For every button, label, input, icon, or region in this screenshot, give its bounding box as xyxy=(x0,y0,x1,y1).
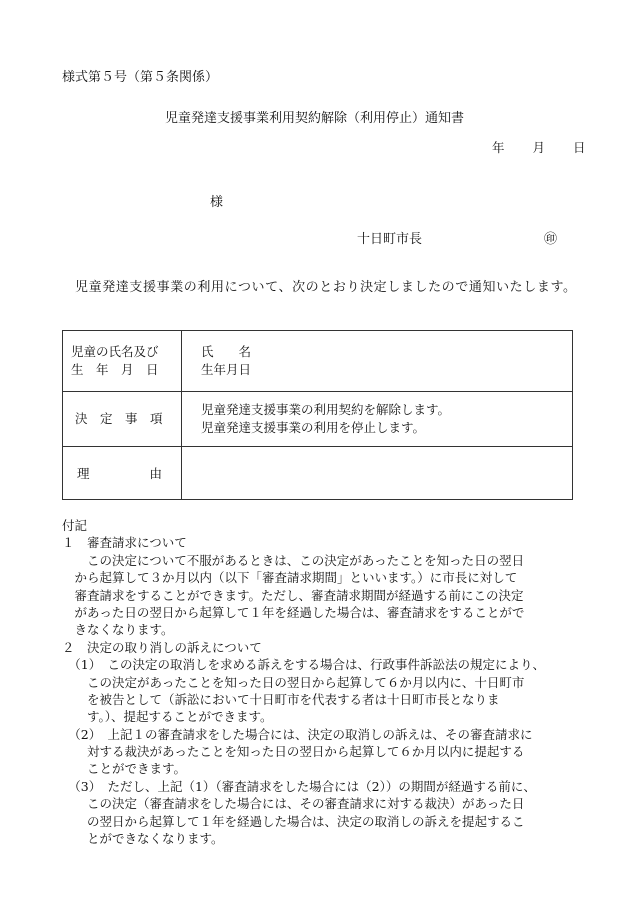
decision-line1: 児童発達支援事業の利用契約を解除します。 xyxy=(201,402,451,417)
reason-label-char2: 由 xyxy=(149,466,162,481)
issuer-name: 十日町市長 xyxy=(357,232,423,247)
notes-line: この決定について不服があるときは、この決定があったことを知った日の翌日 xyxy=(62,552,525,568)
table-row-child xyxy=(63,331,573,392)
notes-line: から起算して３か月以内（以下「審査請求期間」といいます。）に市長に対して xyxy=(62,570,518,586)
notes-line: １ 審査請求について xyxy=(62,535,187,551)
notes-line: この決定（審査請求をした場合には、その審査請求に対する裁決）があった日 xyxy=(62,796,525,812)
notes-section xyxy=(62,517,582,847)
notes-line: を被告として（訴訟において十日町市を代表する者は十日町市長となりま xyxy=(62,691,500,707)
child-name-label: 氏 名 xyxy=(201,344,252,359)
notes-line: の翌日から起算して１年を経過した場合は、決定の取消しの訴えを提起するこ xyxy=(62,813,525,829)
notes-line: （3） ただし、上記（1）（審査請求をした場合には（2））の期間が経過する前に、 xyxy=(62,778,536,794)
date-day: 日 xyxy=(573,140,586,155)
reason-label-cell xyxy=(63,447,182,500)
notes-line: 審査請求をすることができます。ただし、審査請求期間が経過する前にこの決定 xyxy=(62,587,524,603)
notes-line: とができなくなります。 xyxy=(62,831,224,847)
table-row-reason xyxy=(63,447,573,500)
intro-text: 児童発達支援事業の利用について、次のとおり決定しましたので通知いたします。 xyxy=(75,280,577,295)
decision-label: 決 定 事 項 xyxy=(75,411,163,426)
reason-label xyxy=(71,464,162,482)
notes-line: す。）、提起することができます。 xyxy=(62,709,273,725)
reason-value-cell xyxy=(182,447,573,500)
addressee: 様 xyxy=(210,195,224,210)
decision-line2: 児童発達支援事業の利用を停止します。 xyxy=(201,420,426,435)
table-row-decision xyxy=(63,392,573,447)
child-birthdate-label: 生年月日 xyxy=(201,362,252,377)
decision-value-cell xyxy=(182,392,573,447)
child-label-line2: 生 年 月 日 xyxy=(71,362,159,377)
child-value-cell xyxy=(182,331,573,392)
date-month: 月 xyxy=(532,140,546,155)
notes-line: 対する裁決があったことを知った日の翌日から起算して６か月以内に提起する xyxy=(62,744,525,760)
notes-line: この決定があったことを知った日の翌日から起算して６か月以内に、十日町市 xyxy=(62,674,525,690)
form-number: 様式第５号（第５条関係） xyxy=(62,70,219,85)
child-label-cell xyxy=(63,331,182,392)
notes-line: ２ 決定の取り消しの訴えについて xyxy=(62,639,262,655)
decision-label-cell xyxy=(63,392,182,447)
notes-line: ことができます。 xyxy=(62,761,187,777)
notes-line: （1） この決定の取消しを求める訴えをする場合は、行政事件訴訟法の規定により、 xyxy=(62,657,545,673)
date-year: 年 xyxy=(492,140,505,155)
notes-line: （2） 上記１の審査請求をした場合には、決定の取消しの訴えは、その審査請求に xyxy=(62,726,533,742)
notes-heading: 付記 xyxy=(62,518,88,533)
document-title: 児童発達支援事業利用契約解除（利用停止）通知書 xyxy=(165,111,465,126)
notes-line: があった日の翌日から起算して１年を経過した場合は、審査請求をすることがで xyxy=(62,604,525,620)
date-line xyxy=(464,138,586,156)
child-label-line1: 児童の氏名及び xyxy=(71,344,159,359)
seal-mark: ㊞ xyxy=(544,232,558,247)
info-table xyxy=(62,330,573,500)
reason-label-char1: 理 xyxy=(77,466,90,481)
notes-line: きなくなります。 xyxy=(62,622,174,638)
